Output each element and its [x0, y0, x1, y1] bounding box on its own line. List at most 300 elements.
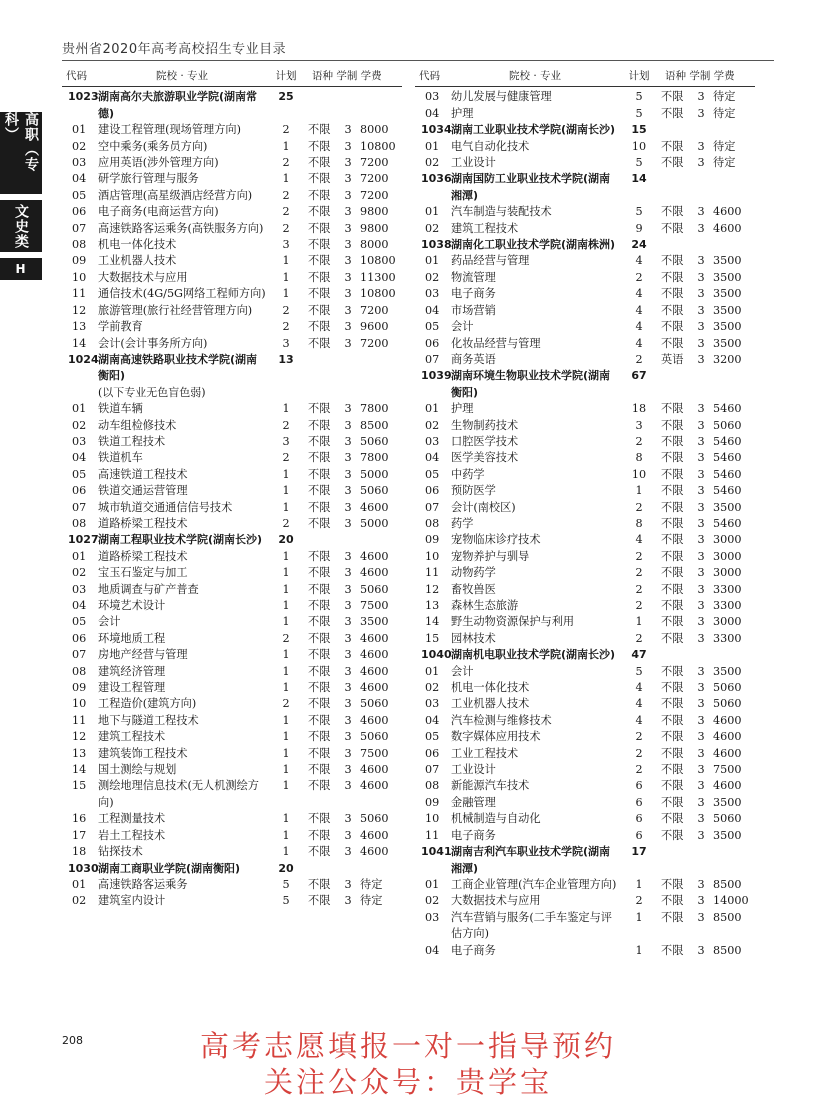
row-plan: 4	[635, 713, 643, 727]
row-plan: 2	[635, 730, 643, 744]
row-fee: 3200	[713, 352, 742, 366]
row-plan: 1	[282, 664, 290, 678]
row-code: 11	[425, 828, 440, 842]
row-years: 3	[344, 451, 352, 465]
row-years	[691, 368, 711, 401]
row-fee: 11300	[360, 270, 396, 284]
row-name: 机电一体化技术	[98, 238, 177, 252]
major-row	[62, 303, 402, 319]
row-name: 建筑工程技术	[451, 221, 519, 235]
row-plan: 1	[282, 549, 290, 563]
major-row	[415, 893, 755, 909]
row-plan: 2	[635, 894, 643, 908]
major-row	[415, 401, 755, 417]
row-code: 01	[72, 402, 87, 416]
row-plan: 25	[278, 90, 294, 104]
row-language: 不限	[308, 205, 331, 219]
row-fee: 待定	[713, 156, 736, 170]
row-name: 数字媒体应用技术	[451, 730, 541, 744]
row-fee: 5460	[713, 434, 742, 448]
row-language: 不限	[661, 90, 684, 104]
row-language: 不限	[308, 500, 331, 514]
row-years: 3	[344, 828, 352, 842]
row-name: 会计(南校区)	[451, 500, 516, 514]
row-code: 04	[425, 106, 440, 120]
row-plan: 1	[282, 845, 290, 859]
header-name: 院校 · 专业	[508, 70, 561, 82]
row-plan: 20	[278, 861, 294, 875]
row-code: 01	[425, 664, 440, 678]
row-code: 12	[72, 730, 87, 744]
row-name: 电子商务	[451, 943, 496, 957]
row-code: 02	[72, 894, 87, 908]
row-fee	[358, 861, 402, 877]
row-plan: 1	[282, 828, 290, 842]
row-name: 环境地质工程	[98, 631, 166, 645]
row-code: 07	[425, 763, 440, 777]
row-code: 1034	[421, 123, 452, 137]
major-row	[415, 598, 755, 614]
side-tab-letter: H	[0, 258, 42, 280]
row-code: 03	[72, 434, 87, 448]
major-row	[415, 500, 755, 516]
row-fee: 3300	[713, 599, 742, 612]
row-fee: 10800	[360, 287, 396, 301]
major-row	[415, 910, 755, 943]
row-years: 3	[697, 615, 705, 629]
row-code: 03	[425, 90, 440, 104]
row-fee: 4600	[360, 681, 389, 695]
row-years: 3	[344, 599, 352, 612]
row-years	[691, 844, 711, 877]
row-code: 14	[425, 615, 440, 629]
row-code: 17	[72, 828, 87, 842]
row-code: 04	[425, 713, 440, 727]
row-name: 道路桥梁工程技术	[98, 549, 188, 563]
row-plan: 4	[635, 287, 643, 301]
row-fee: 9600	[360, 320, 389, 334]
row-years: 3	[697, 910, 705, 924]
row-language: 不限	[661, 746, 684, 760]
row-plan: 4	[635, 697, 643, 711]
row-name: 预防医学	[451, 484, 496, 498]
row-fee: 待定	[360, 894, 383, 908]
row-fee: 4600	[360, 763, 389, 777]
row-language: 不限	[661, 533, 684, 547]
major-row	[415, 253, 755, 269]
row-years: 3	[344, 615, 352, 629]
major-row	[62, 221, 402, 237]
row-fee: 5060	[360, 697, 389, 711]
row-plan: 2	[282, 303, 290, 317]
row-language: 不限	[661, 549, 684, 563]
row-language: 不限	[308, 451, 331, 465]
row-fee: 5060	[713, 697, 742, 711]
row-fee: 4600	[360, 779, 389, 793]
row-code: 07	[425, 352, 440, 366]
major-row	[62, 450, 402, 466]
row-language: 不限	[308, 894, 331, 908]
page-header	[62, 38, 286, 57]
row-years: 3	[697, 320, 705, 334]
major-row	[415, 549, 755, 565]
row-language: 不限	[661, 599, 684, 612]
major-row	[415, 352, 755, 368]
row-language: 不限	[661, 303, 684, 317]
row-plan: 1	[282, 779, 290, 793]
row-code: 05	[425, 467, 440, 481]
row-name: 高速铁路客运乘务(高铁服务方向)	[98, 221, 264, 235]
row-years: 3	[697, 516, 705, 530]
major-row	[415, 582, 755, 598]
row-fee: 7500	[713, 763, 742, 777]
row-years: 3	[344, 812, 352, 826]
row-fee: 5060	[360, 484, 389, 498]
row-name: 房地产经营与管理	[98, 648, 188, 662]
row-plan: 6	[635, 795, 643, 809]
row-code: 03	[425, 434, 440, 448]
major-row	[62, 204, 402, 220]
row-years: 3	[344, 221, 352, 235]
row-language: 不限	[308, 287, 331, 301]
major-row	[62, 549, 402, 565]
row-plan: 5	[635, 156, 643, 170]
row-name: 口腔医学技术	[451, 434, 519, 448]
row-plan: 3	[635, 418, 643, 432]
row-code: 05	[72, 467, 87, 481]
row-name: 铁道机车	[98, 451, 143, 465]
school-row	[415, 171, 755, 204]
row-plan: 1	[282, 467, 290, 481]
row-code: 11	[72, 287, 87, 301]
row-plan: 2	[635, 549, 643, 563]
row-years: 3	[697, 763, 705, 777]
row-fee: 4600	[360, 664, 389, 678]
row-name: 建筑工程技术	[98, 730, 166, 744]
row-code: 09	[72, 254, 87, 268]
major-row	[415, 795, 755, 811]
major-row	[415, 532, 755, 548]
row-fee: 4600	[360, 500, 389, 514]
row-plan: 10	[631, 467, 647, 481]
row-plan: 5	[282, 877, 290, 891]
row-name: 动物药学	[451, 566, 496, 580]
major-row	[62, 893, 402, 909]
row-fee: 4600	[360, 566, 389, 580]
row-plan: 8	[635, 451, 643, 465]
row-language: 不限	[308, 730, 331, 744]
row-name: 化妆品经营与管理	[451, 336, 541, 350]
row-fee: 10800	[360, 254, 396, 268]
major-row	[415, 467, 755, 483]
major-row	[415, 483, 755, 499]
row-years: 3	[344, 139, 352, 153]
row-code: 09	[72, 681, 87, 695]
row-name: 测绘地理信息技术(无人机测绘方向)	[98, 779, 259, 809]
row-code: 06	[72, 205, 87, 219]
row-fee: 4600	[713, 746, 742, 760]
row-years: 3	[344, 582, 352, 596]
major-row	[62, 614, 402, 630]
row-name: 工程测量技术	[98, 812, 166, 826]
row-code: 03	[72, 156, 87, 170]
row-plan: 1	[282, 599, 290, 612]
major-row	[62, 746, 402, 762]
row-fee: 4600	[713, 713, 742, 727]
row-years: 3	[344, 320, 352, 334]
row-code: 01	[72, 123, 87, 137]
row-code: 08	[72, 238, 87, 252]
row-code: 04	[425, 451, 440, 465]
row-language: 不限	[308, 877, 331, 891]
major-row	[62, 778, 402, 811]
major-row	[62, 270, 402, 286]
row-code: 04	[72, 172, 87, 186]
row-code: 07	[72, 221, 87, 235]
row-language: 不限	[661, 418, 684, 432]
row-years: 3	[697, 631, 705, 645]
row-name: 环境艺术设计	[98, 599, 166, 612]
row-years: 3	[697, 566, 705, 580]
row-plan: 1	[635, 877, 643, 891]
row-plan: 1	[635, 943, 643, 957]
row-code: 03	[425, 287, 440, 301]
major-row	[62, 631, 402, 647]
major-row	[62, 237, 402, 253]
row-plan: 6	[635, 812, 643, 826]
row-fee: 3500	[713, 336, 742, 350]
row-years: 3	[344, 845, 352, 859]
major-row	[62, 155, 402, 171]
school-row	[62, 532, 402, 548]
header-code: 代码	[66, 70, 87, 82]
row-plan: 4	[635, 320, 643, 334]
row-language: 不限	[308, 402, 331, 416]
row-language: 不限	[661, 779, 684, 793]
row-code: 15	[425, 631, 440, 645]
row-fee: 7200	[360, 336, 389, 350]
major-row	[62, 647, 402, 663]
row-name: 金融管理	[451, 795, 496, 809]
row-language: 不限	[661, 631, 684, 645]
row-code: 04	[425, 943, 440, 957]
row-plan: 1	[282, 582, 290, 596]
row-code: 02	[72, 566, 87, 580]
row-code: 07	[72, 500, 87, 514]
row-name: 会计	[451, 320, 474, 334]
row-years: 3	[697, 812, 705, 826]
row-language: 不限	[661, 894, 684, 908]
row-language: 不限	[661, 336, 684, 350]
row-plan: 4	[635, 681, 643, 695]
row-name: 工业机器人技术	[98, 254, 177, 268]
row-years: 3	[344, 402, 352, 416]
row-language: 不限	[661, 582, 684, 596]
row-name: 园林技术	[451, 631, 496, 645]
major-row	[62, 319, 402, 335]
row-fee	[358, 352, 402, 385]
row-plan: 1	[282, 566, 290, 580]
row-fee: 5060	[360, 434, 389, 448]
row-code: 05	[425, 730, 440, 744]
row-fee: 5460	[713, 516, 742, 530]
row-language: 不限	[308, 254, 331, 268]
row-language: 不限	[308, 812, 331, 826]
row-language: 不限	[308, 238, 331, 252]
row-name: 湖南环境生物职业技术学院(湖南衡阳)	[451, 369, 611, 399]
major-row	[62, 139, 402, 155]
row-language	[659, 368, 691, 401]
row-name: 电子商务	[451, 828, 496, 842]
row-code: 06	[425, 746, 440, 760]
header-plan: 计划	[275, 70, 297, 82]
row-code: 01	[72, 877, 87, 891]
row-fee: 4600	[713, 205, 742, 219]
row-years: 3	[697, 484, 705, 498]
row-code: 1024	[68, 352, 99, 366]
row-plan: 2	[282, 205, 290, 219]
row-code: 13	[425, 599, 440, 612]
major-row	[415, 106, 755, 122]
row-code: 15	[72, 779, 87, 793]
major-row	[415, 221, 755, 237]
row-years: 3	[697, 828, 705, 842]
row-code: 02	[425, 418, 440, 432]
row-language: 不限	[661, 254, 684, 268]
row-code: 06	[425, 484, 440, 498]
row-plan: 2	[282, 631, 290, 645]
row-code: 10	[425, 549, 440, 563]
row-fee: 4600	[360, 828, 389, 842]
row-fee: 8000	[360, 123, 389, 137]
row-name: 湖南机电职业技术学院(湖南长沙)	[451, 648, 616, 662]
row-code: 09	[425, 533, 440, 547]
row-fee: 待定	[713, 139, 736, 153]
row-language: 不限	[661, 697, 684, 711]
row-language: 不限	[308, 779, 331, 793]
row-language: 不限	[308, 418, 331, 432]
row-name: 护理	[451, 106, 474, 120]
row-code: 04	[72, 451, 87, 465]
row-fee: 3500	[713, 254, 742, 268]
row-name: 建设工程管理(现场管理方向)	[98, 123, 241, 137]
row-fee: 5460	[713, 467, 742, 481]
major-row	[62, 171, 402, 187]
row-language: 不限	[308, 681, 331, 695]
row-plan: 1	[282, 681, 290, 695]
row-code: 10	[72, 270, 87, 284]
major-row	[62, 286, 402, 302]
row-plan: 1	[282, 139, 290, 153]
row-name: 森林生态旅游	[451, 599, 519, 612]
major-row	[62, 188, 402, 204]
row-plan: 1	[635, 615, 643, 629]
row-name: 电子商务	[451, 287, 496, 301]
row-plan: 2	[635, 434, 643, 448]
row-years: 3	[344, 172, 352, 186]
school-row	[415, 647, 755, 663]
row-years: 3	[697, 697, 705, 711]
row-code: 04	[72, 599, 87, 612]
row-name: 钻探技术	[98, 845, 143, 859]
row-fee: 9800	[360, 221, 389, 235]
row-years: 3	[697, 894, 705, 908]
header-plan: 计划	[628, 70, 650, 82]
row-code: 01	[425, 877, 440, 891]
row-plan: 2	[635, 582, 643, 596]
major-row	[415, 286, 755, 302]
row-language: 不限	[661, 451, 684, 465]
row-language: 不限	[661, 402, 684, 416]
row-language: 不限	[308, 664, 331, 678]
row-name: 建设工程管理	[98, 681, 166, 695]
row-language: 不限	[661, 221, 684, 235]
row-language: 不限	[661, 910, 684, 924]
row-years: 3	[344, 156, 352, 170]
row-plan: 5	[635, 205, 643, 219]
row-name: 地质调查与矿产普查	[98, 582, 199, 596]
row-years	[691, 647, 711, 663]
row-code: 01	[425, 205, 440, 219]
row-years: 3	[697, 877, 705, 891]
row-fee: 3500	[713, 500, 742, 514]
row-name: 会计	[451, 664, 474, 678]
major-row	[415, 828, 755, 844]
row-name: 建筑装饰工程技术	[98, 746, 188, 760]
row-code: 05	[72, 615, 87, 629]
row-years: 3	[344, 730, 352, 744]
row-code: 07	[72, 648, 87, 662]
major-row	[415, 303, 755, 319]
row-code: 10	[425, 812, 440, 826]
row-code: 06	[425, 336, 440, 350]
row-language: 不限	[661, 467, 684, 481]
row-years: 3	[344, 500, 352, 514]
row-language	[306, 532, 338, 548]
school-row	[415, 368, 755, 401]
row-name: 生物制药技术	[451, 418, 519, 432]
row-plan: 1	[282, 615, 290, 629]
row-name: 中药学	[451, 467, 485, 481]
row-name: 高速铁道工程技术	[98, 467, 188, 481]
row-plan: 14	[631, 172, 647, 186]
row-years: 3	[697, 599, 705, 612]
school-row	[62, 352, 402, 385]
row-fee: 5060	[713, 681, 742, 695]
row-years	[691, 171, 711, 204]
row-language	[659, 237, 691, 253]
major-row	[415, 877, 755, 893]
header-code: 代码	[419, 70, 440, 82]
row-name: 医学美容技术	[451, 451, 519, 465]
row-years: 3	[697, 418, 705, 432]
row-language: 不限	[661, 877, 684, 891]
major-row	[415, 631, 755, 647]
row-fee: 3500	[713, 828, 742, 842]
row-fee	[711, 237, 755, 253]
row-years: 3	[344, 418, 352, 432]
row-code: 01	[425, 402, 440, 416]
row-plan: 1	[282, 648, 290, 662]
row-years: 3	[344, 516, 352, 530]
row-name: 电气自动化技术	[451, 139, 530, 153]
row-years: 3	[697, 303, 705, 317]
row-name: 野生动物资源保护与利用	[451, 615, 575, 629]
row-fee: 3500	[713, 664, 742, 678]
right-column	[415, 68, 755, 959]
major-row	[415, 155, 755, 171]
row-name: 工业机器人技术	[451, 697, 530, 711]
